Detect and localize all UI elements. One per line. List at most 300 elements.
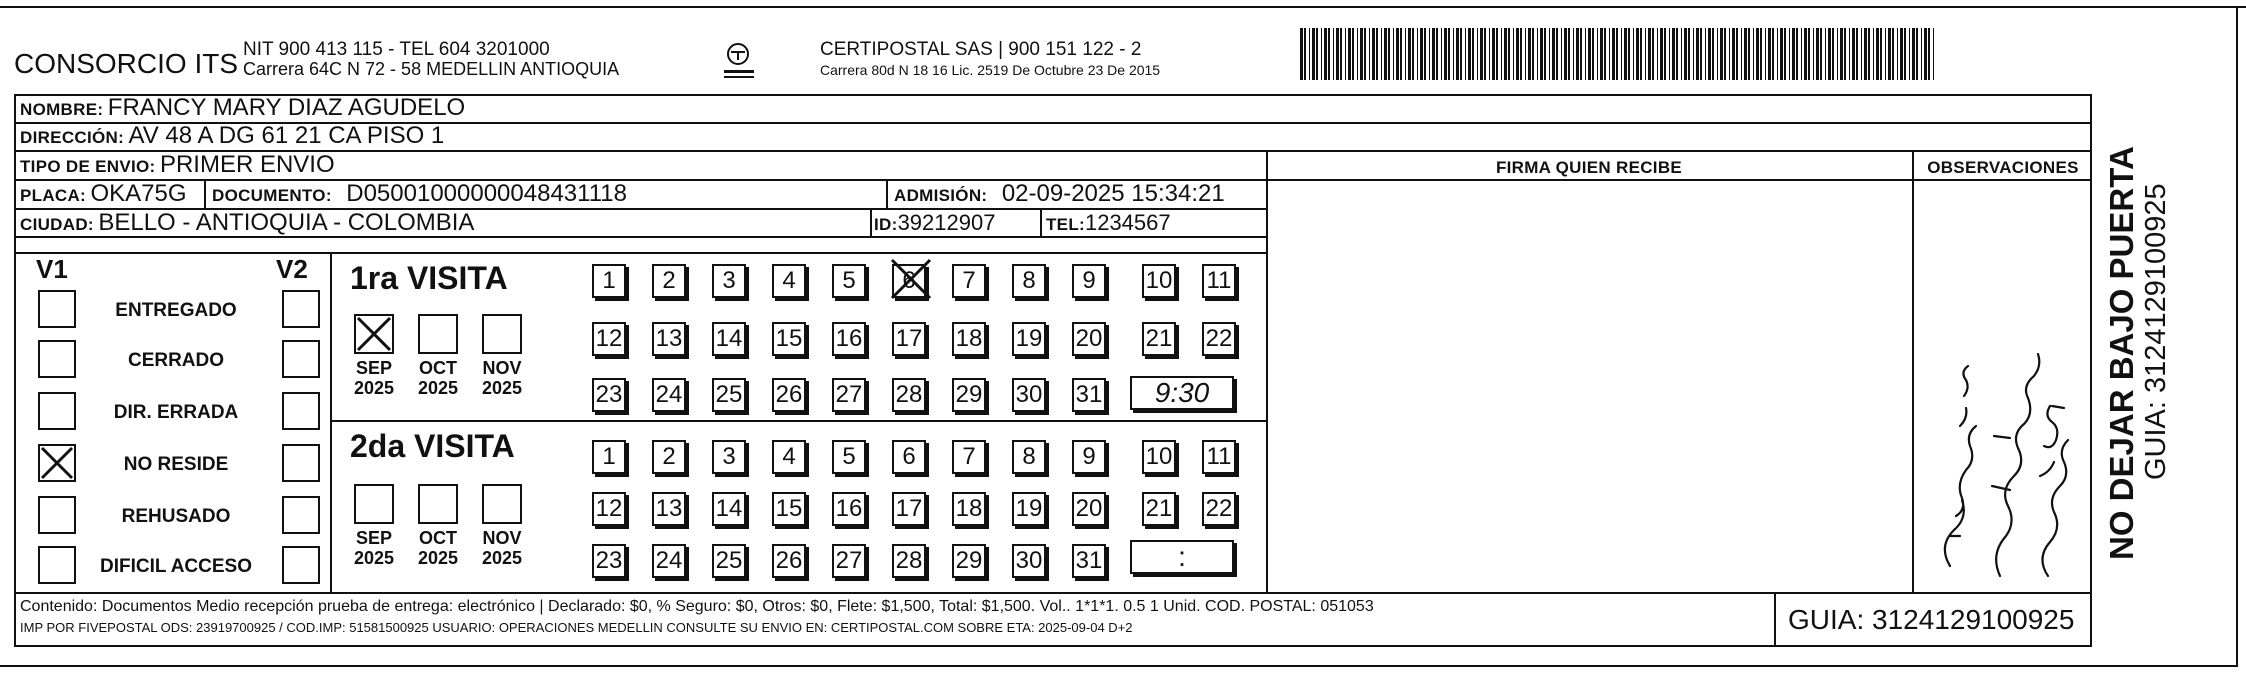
barcode-bar <box>1465 28 1466 80</box>
day-box-30[interactable]: 30 <box>1012 378 1046 412</box>
barcode-bar <box>1597 28 1598 80</box>
day-box-18[interactable]: 18 <box>952 492 986 526</box>
v2-checkbox[interactable] <box>282 340 320 378</box>
barcode-bar <box>1912 28 1915 80</box>
barcode-bar <box>1412 28 1414 80</box>
barcode-bar <box>1636 28 1639 80</box>
barcode-bar <box>1621 28 1622 80</box>
barcode-bar <box>1564 28 1567 80</box>
day-box-4[interactable]: 4 <box>772 264 806 298</box>
second-visit-title: 2da VISITA <box>350 428 515 464</box>
day-box-19[interactable]: 19 <box>1012 322 1046 356</box>
barcode-bar <box>1916 28 1918 80</box>
barcode-bar <box>1748 28 1750 80</box>
barcode-bar <box>1436 28 1438 80</box>
firma-col-rule <box>1266 150 1268 594</box>
barcode-bar <box>1628 28 1630 80</box>
row-rule <box>14 236 1266 238</box>
day-box-2[interactable]: 2 <box>652 440 686 474</box>
day-box-25[interactable]: 25 <box>712 378 746 412</box>
barcode-bar <box>1384 28 1387 80</box>
day-box-10[interactable]: 10 <box>1142 264 1176 298</box>
barcode-bar <box>1789 28 1790 80</box>
barcode-bar <box>1744 28 1747 80</box>
status-label: DIR. ERRADA <box>113 402 239 423</box>
month-box-nov[interactable] <box>482 314 522 354</box>
tel-value: 1234567 <box>1084 210 1171 235</box>
day-box-20[interactable]: 20 <box>1072 492 1106 526</box>
v1-checkbox[interactable] <box>38 496 76 534</box>
barcode-bar <box>1324 28 1327 80</box>
barcode-bar <box>1513 28 1514 80</box>
v2-checkbox[interactable] <box>282 392 320 430</box>
barcode-bar <box>1472 28 1474 80</box>
barcode-bar <box>1316 28 1318 80</box>
barcode-bar <box>1328 28 1330 80</box>
barcode-bar <box>1604 28 1606 80</box>
day-box-23[interactable]: 23 <box>592 378 626 412</box>
barcode-bar <box>1432 28 1435 80</box>
barcode-bar <box>1393 28 1394 80</box>
barcode-bar <box>1556 28 1558 80</box>
day-box-8[interactable]: 8 <box>1012 440 1046 474</box>
barcode-bar <box>1672 28 1675 80</box>
visit-divider <box>330 420 1266 422</box>
day-box-31[interactable]: 31 <box>1072 378 1106 412</box>
status-label: DIFICIL ACCESO <box>99 556 252 577</box>
footer-content: Contenido: Documentos Medio recepción prueba de entrega: electrónico | Declarado: $0, % Seguro: $0, Otros: $0, Flete: $1,500, Total: $1,500. Vol.. 1*1*1. 0.5 1 Unid. COD. POSTAL: 051053 <box>20 598 1374 615</box>
month-box-sep[interactable] <box>354 484 394 524</box>
barcode-bar <box>1696 28 1699 80</box>
barcode-bar <box>1396 28 1399 80</box>
day-box-26[interactable]: 26 <box>772 378 806 412</box>
barcode-bar <box>1540 28 1543 80</box>
placa-value: OKA75G <box>90 180 187 207</box>
day-box-31[interactable]: 31 <box>1072 544 1106 578</box>
barcode-bar <box>1448 28 1450 80</box>
barcode-bar <box>1573 28 1574 80</box>
barcode-bar <box>1592 28 1594 80</box>
day-box-6[interactable]: 6 <box>892 440 926 474</box>
day-box-7[interactable]: 7 <box>952 264 986 298</box>
documento-cell <box>212 180 627 208</box>
certipostal-license: Carrera 80d N 18 16 Lic. 2519 De Octubre 23 De 2015 <box>820 62 1161 78</box>
documento-label: DOCUMENTO: <box>212 186 332 205</box>
day-box-24[interactable]: 24 <box>652 544 686 578</box>
barcode-bar <box>1489 28 1490 80</box>
status-divider <box>330 252 332 594</box>
barcode-bar <box>1645 28 1646 80</box>
barcode-bar <box>1585 28 1586 80</box>
month-label: NOV 2025 <box>481 528 523 568</box>
month-label: SEP 2025 <box>353 528 395 568</box>
barcode-bar <box>1532 28 1534 80</box>
day-box-29[interactable]: 29 <box>952 378 986 412</box>
barcode-bar <box>1444 28 1447 80</box>
day-box-1[interactable]: 1 <box>592 440 626 474</box>
barcode-bar <box>1928 28 1930 80</box>
barcode-bar <box>1832 28 1834 80</box>
footer-imp: IMP POR FIVEPOSTAL ODS: 23919700925 / COD.IMP: 51581500925 USUARIO: OPERACIONES MEDELLIN CONSULTE SU ENVIO EN: CERTIPOSTAL.COM SOBRE ETA: 2025-09-04 D+2 <box>20 620 1133 635</box>
day-box-12[interactable]: 12 <box>592 492 626 526</box>
ciudad-value: BELLO - ANTIOQUIA - COLOMBIA <box>98 209 475 236</box>
barcode-bar <box>1453 28 1454 80</box>
x-mark <box>888 256 934 302</box>
barcode-bar <box>1516 28 1519 80</box>
day-box-28[interactable]: 28 <box>892 378 926 412</box>
admision-value: 02-09-2025 15:34:21 <box>1001 180 1225 207</box>
id-value: 39212907 <box>897 210 996 235</box>
barcode-bar <box>1924 28 1927 80</box>
cell-rule <box>1040 208 1042 236</box>
barcode-bar <box>1496 28 1498 80</box>
barcode-bar <box>1885 28 1886 80</box>
barcode-bar <box>1657 28 1658 80</box>
barcode-bar <box>1300 28 1303 80</box>
barcode-bar <box>1784 28 1786 80</box>
side-warning: NO DEJAR BAJO PUERTA <box>2103 146 2140 560</box>
barcode-bar <box>1873 28 1874 80</box>
x-mark <box>354 314 394 354</box>
v2-checkbox[interactable] <box>282 546 320 584</box>
barcode-bar <box>1837 28 1838 80</box>
day-box-3[interactable]: 3 <box>712 440 746 474</box>
barcode-bar <box>1588 28 1591 80</box>
barcode-bar <box>1501 28 1502 80</box>
barcode-bar <box>1708 28 1711 80</box>
barcode-bar <box>1492 28 1495 80</box>
direccion-value: AV 48 A DG 61 21 CA PISO 1 <box>128 122 445 149</box>
barcode-bar <box>1760 28 1762 80</box>
nombre-row <box>20 94 465 122</box>
day-box-12[interactable]: 12 <box>592 322 626 356</box>
day-box-28[interactable]: 28 <box>892 544 926 578</box>
barcode-bar <box>1525 28 1526 80</box>
barcode-bar <box>1660 28 1663 80</box>
nombre-label: NOMBRE: <box>20 100 104 119</box>
barcode-bar <box>1688 28 1690 80</box>
barcode-bar <box>1736 28 1738 80</box>
barcode-bar <box>1765 28 1766 80</box>
tel-label: TEL: <box>1046 215 1085 234</box>
barcode-bar <box>1372 28 1375 80</box>
month-label: OCT 2025 <box>417 528 459 568</box>
month-label: OCT 2025 <box>417 358 459 398</box>
day-box-10[interactable]: 10 <box>1142 440 1176 474</box>
barcode-bar <box>1561 28 1562 80</box>
tipo-label: TIPO DE ENVIO: <box>20 157 156 176</box>
id-cell <box>874 210 995 236</box>
month-box-oct[interactable] <box>418 314 458 354</box>
barcode-bar <box>1552 28 1555 80</box>
day-box-16[interactable]: 16 <box>832 492 866 526</box>
barcode-bar <box>1856 28 1858 80</box>
day-box-25[interactable]: 25 <box>712 544 746 578</box>
nombre-value: FRANCY MARY DIAZ AGUDELO <box>107 94 466 121</box>
company-nit: NIT 900 413 115 - TEL 604 3201000 <box>243 39 550 60</box>
observaciones-header: OBSERVACIONES <box>1927 158 2079 177</box>
barcode-bar <box>1825 28 1826 80</box>
day-box-1[interactable]: 1 <box>592 264 626 298</box>
barcode-bar <box>1424 28 1426 80</box>
day-box-15[interactable]: 15 <box>772 322 806 356</box>
barcode-bar <box>1312 28 1315 80</box>
right-rule <box>2236 6 2238 666</box>
barcode-bar <box>1652 28 1654 80</box>
day-box-5[interactable]: 5 <box>832 264 866 298</box>
placa-label: PLACA: <box>20 186 87 205</box>
barcode-bar <box>1612 28 1615 80</box>
barcode-bar <box>1609 28 1610 80</box>
day-box-13[interactable]: 13 <box>652 492 686 526</box>
day-box-24[interactable]: 24 <box>652 378 686 412</box>
barcode-bar <box>1405 28 1406 80</box>
barcode-bar <box>1777 28 1778 80</box>
barcode-bar <box>1724 28 1726 80</box>
barcode-bar <box>1717 28 1718 80</box>
day-box-21[interactable]: 21 <box>1142 492 1176 526</box>
day-box-2[interactable]: 2 <box>652 264 686 298</box>
day-box-11[interactable]: 11 <box>1202 264 1236 298</box>
barcode-bar <box>1700 28 1702 80</box>
barcode-bar <box>1484 28 1486 80</box>
v1-checkbox[interactable] <box>38 392 76 430</box>
day-box-18[interactable]: 18 <box>952 322 986 356</box>
month-box-oct[interactable] <box>418 484 458 524</box>
barcode-bar <box>1336 28 1339 80</box>
barcode-bar <box>1772 28 1774 80</box>
barcode-bar <box>1892 28 1894 80</box>
v2-label: V2 <box>276 254 308 284</box>
barcode-bar <box>1624 28 1627 80</box>
top-rule <box>0 6 2246 8</box>
tipo-row <box>20 151 335 179</box>
barcode-bar <box>1508 28 1510 80</box>
barcode-bar <box>1897 28 1898 80</box>
ciudad-cell <box>20 209 474 237</box>
company-name: CONSORCIO ITS <box>14 48 239 79</box>
cell-rule <box>870 208 872 236</box>
month-label: SEP 2025 <box>353 358 395 398</box>
barcode-bar <box>1753 28 1754 80</box>
barcode-bar <box>1345 28 1346 80</box>
barcode-bar <box>1429 28 1430 80</box>
barcode-bar <box>1352 28 1354 80</box>
barcode-bar <box>1820 28 1822 80</box>
barcode-bar <box>1648 28 1651 80</box>
obs-col-rule <box>1912 150 1914 594</box>
day-box-22[interactable]: 22 <box>1202 322 1236 356</box>
v1-checkbox[interactable] <box>38 546 76 584</box>
barcode-bar <box>1480 28 1483 80</box>
barcode-bar <box>1801 28 1802 80</box>
admision-cell <box>894 180 1225 208</box>
barcode-bar <box>1309 28 1310 80</box>
barcode-bar <box>1304 28 1306 80</box>
footer-guia: GUIA: 3124129100925 <box>1788 604 2075 635</box>
v2-checkbox[interactable] <box>282 444 320 482</box>
barcode-bar <box>1417 28 1418 80</box>
barcode-bar <box>1840 28 1843 80</box>
side-guia: GUIA: 3124129100925 <box>2140 183 2172 480</box>
day-box-14[interactable]: 14 <box>712 322 746 356</box>
barcode-bar <box>1729 28 1730 80</box>
barcode-bar <box>1684 28 1687 80</box>
tel-cell <box>1046 210 1171 236</box>
day-box-9[interactable]: 9 <box>1072 440 1106 474</box>
barcode-bar <box>1600 28 1603 80</box>
day-box-17[interactable]: 17 <box>892 492 926 526</box>
barcode-bar <box>1669 28 1670 80</box>
barcode-bar <box>1780 28 1783 80</box>
barcode-bar <box>1348 28 1351 80</box>
day-box-9[interactable]: 9 <box>1072 264 1106 298</box>
cell-rule <box>886 179 888 208</box>
barcode-bar <box>1381 28 1382 80</box>
barcode-bar <box>1364 28 1366 80</box>
day-box-30[interactable]: 30 <box>1012 544 1046 578</box>
barcode-bar <box>1340 28 1342 80</box>
barcode-bar <box>1420 28 1423 80</box>
barcode-bar <box>1576 28 1579 80</box>
tipo-value: PRIMER ENVIO <box>159 151 335 178</box>
day-box-27[interactable]: 27 <box>832 378 866 412</box>
barcode-bar <box>1768 28 1771 80</box>
day-box-21[interactable]: 21 <box>1142 322 1176 356</box>
barcode-bar <box>1909 28 1910 80</box>
first-visit-time-box[interactable]: 9:30 <box>1130 376 1234 410</box>
barcode-bar <box>1904 28 1906 80</box>
barcode-bar <box>1849 28 1850 80</box>
barcode-bar <box>1792 28 1795 80</box>
direccion-label: DIRECCIÓN: <box>20 128 125 147</box>
barcode-bar <box>1676 28 1678 80</box>
barcode-bar <box>1852 28 1855 80</box>
day-box-11[interactable]: 11 <box>1202 440 1236 474</box>
day-box-3[interactable]: 3 <box>712 264 746 298</box>
barcode-bar <box>1477 28 1478 80</box>
barcode-bar <box>1360 28 1363 80</box>
barcode-bar <box>1408 28 1411 80</box>
certipostal-logo <box>716 38 766 88</box>
v1-checkbox[interactable] <box>38 290 76 328</box>
barcode-bar <box>1828 28 1831 80</box>
barcode-bar <box>1796 28 1798 80</box>
barcode-bar <box>1876 28 1879 80</box>
barcode-bar <box>1633 28 1634 80</box>
placa-cell <box>20 180 187 208</box>
firma-header: FIRMA QUIEN RECIBE <box>1495 158 1683 177</box>
barcode-bar <box>1741 28 1742 80</box>
day-box-20[interactable]: 20 <box>1072 322 1106 356</box>
barcode-bar <box>1813 28 1814 80</box>
day-box-23[interactable]: 23 <box>592 544 626 578</box>
admision-label: ADMISIÓN: <box>894 186 988 205</box>
barcode-bar <box>1900 28 1903 80</box>
barcode-bar <box>1544 28 1546 80</box>
barcode-bar <box>1357 28 1358 80</box>
day-box-13[interactable]: 13 <box>652 322 686 356</box>
barcode-bar <box>1921 28 1922 80</box>
v1-checkbox[interactable] <box>38 340 76 378</box>
month-box-nov[interactable] <box>482 484 522 524</box>
barcode-bar <box>1693 28 1694 80</box>
barcode-bar <box>1844 28 1846 80</box>
barcode-bar <box>1804 28 1807 80</box>
day-box-26[interactable]: 26 <box>772 544 806 578</box>
barcode-bar <box>1888 28 1891 80</box>
barcode-bar <box>1400 28 1402 80</box>
barcode-bar <box>1549 28 1550 80</box>
x-mark <box>38 444 76 482</box>
barcode-bar <box>1528 28 1531 80</box>
day-box-8[interactable]: 8 <box>1012 264 1046 298</box>
day-box-15[interactable]: 15 <box>772 492 806 526</box>
day-box-6[interactable]: 6 <box>892 264 926 298</box>
direccion-row <box>20 122 444 150</box>
barcode-bar <box>1369 28 1370 80</box>
status-label: CERRADO <box>127 350 225 371</box>
barcode-bar <box>1712 28 1714 80</box>
month-label: NOV 2025 <box>481 358 523 398</box>
barcode-bar <box>1441 28 1442 80</box>
ciudad-label: CIUDAD: <box>20 215 94 234</box>
barcode-bar <box>1616 28 1618 80</box>
barcode-bar <box>1861 28 1862 80</box>
day-box-5[interactable]: 5 <box>832 440 866 474</box>
day-box-19[interactable]: 19 <box>1012 492 1046 526</box>
barcode-bar <box>1640 28 1642 80</box>
company-address: Carrera 64C N 72 - 58 MEDELLIN ANTIOQUIA <box>243 59 620 79</box>
barcode-bar <box>1456 28 1459 80</box>
cell-rule <box>204 179 206 208</box>
certipostal-name: CERTIPOSTAL SAS | 900 151 122 - 2 <box>820 39 1142 60</box>
status-label: REHUSADO <box>121 506 231 527</box>
day-box-14[interactable]: 14 <box>712 492 746 526</box>
day-box-29[interactable]: 29 <box>952 544 986 578</box>
barcode-bar <box>1520 28 1522 80</box>
barcode-bar <box>1732 28 1735 80</box>
barcode-bar <box>1537 28 1538 80</box>
barcode-bar <box>1816 28 1819 80</box>
v2-checkbox[interactable] <box>282 290 320 328</box>
barcode-bar <box>1568 28 1570 80</box>
barcode-bar <box>1705 28 1706 80</box>
documento-value: D05001000000048431118 <box>346 180 627 207</box>
v2-checkbox[interactable] <box>282 496 320 534</box>
bottom-rule <box>0 665 2238 667</box>
barcode-bar <box>1504 28 1507 80</box>
day-box-7[interactable]: 7 <box>952 440 986 474</box>
second-visit-time-box[interactable]: : <box>1130 540 1234 574</box>
day-box-22[interactable]: 22 <box>1202 492 1236 526</box>
barcode-bar <box>1664 28 1666 80</box>
barcode-bar <box>1808 28 1810 80</box>
day-box-17[interactable]: 17 <box>892 322 926 356</box>
barcode-bar <box>1864 28 1867 80</box>
barcode-bar <box>1720 28 1723 80</box>
barcode-bar <box>1321 28 1322 80</box>
barcode-bar <box>1460 28 1462 80</box>
day-box-16[interactable]: 16 <box>832 322 866 356</box>
id-label: ID: <box>874 215 898 234</box>
barcode-bar <box>1868 28 1870 80</box>
status-label: ENTREGADO <box>115 300 237 321</box>
day-box-4[interactable]: 4 <box>772 440 806 474</box>
day-box-27[interactable]: 27 <box>832 544 866 578</box>
barcode-bar <box>1468 28 1471 80</box>
handwritten-observation <box>1920 236 2090 588</box>
